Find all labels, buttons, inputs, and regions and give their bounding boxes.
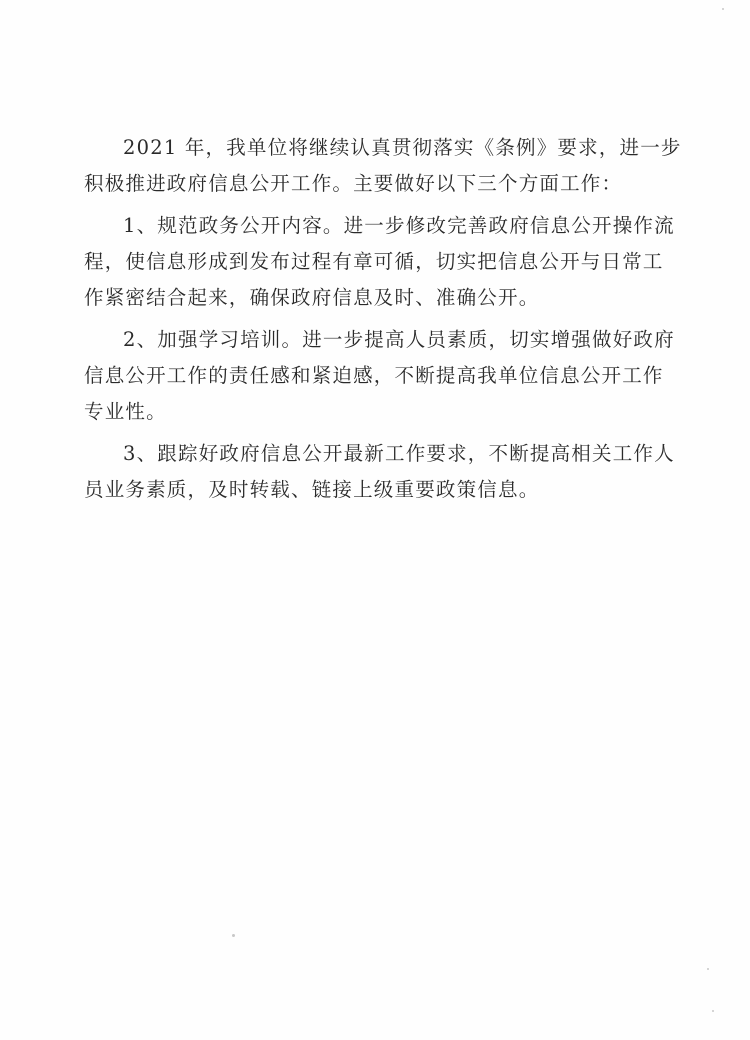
scan-speck [707,968,709,970]
text-line: 3、跟踪好政府信息公开最新工作要求，不断提高相关工作人 [123,442,675,465]
text-line: 信息公开工作的责任感和紧迫感，不断提高我单位信息公开工作 [84,364,664,387]
scan-speck [712,1010,714,1012]
text-line: 2、加强学习培训。进一步提高人员素质，切实增强做好政府 [123,328,675,351]
text-line: 2021 年，我单位将继续认真贯彻落实《条例》要求，进一步 [123,136,682,159]
paragraph-intro [84,130,682,202]
scan-speck [722,8,724,10]
scan-speck [232,934,235,937]
text-line: 员业务素质，及时转载、链接上级重要政策信息。 [84,478,540,501]
document-body [84,130,682,514]
paragraph-item-2 [84,322,675,430]
text-line: 专业性。 [84,400,167,423]
text-line: 作紧密结合起来，确保政府信息及时、准确公开。 [84,286,540,309]
text-line: 1、规范政务公开内容。进一步修改完善政府信息公开操作流 [123,214,675,237]
paragraph-item-1 [84,208,675,316]
text-line: 程，使信息形成到发布过程有章可循，切实把信息公开与日常工 [84,250,664,273]
text-line: 积极推进政府信息公开工作。主要做好以下三个方面工作： [84,172,623,195]
paragraph-item-3 [84,436,675,508]
